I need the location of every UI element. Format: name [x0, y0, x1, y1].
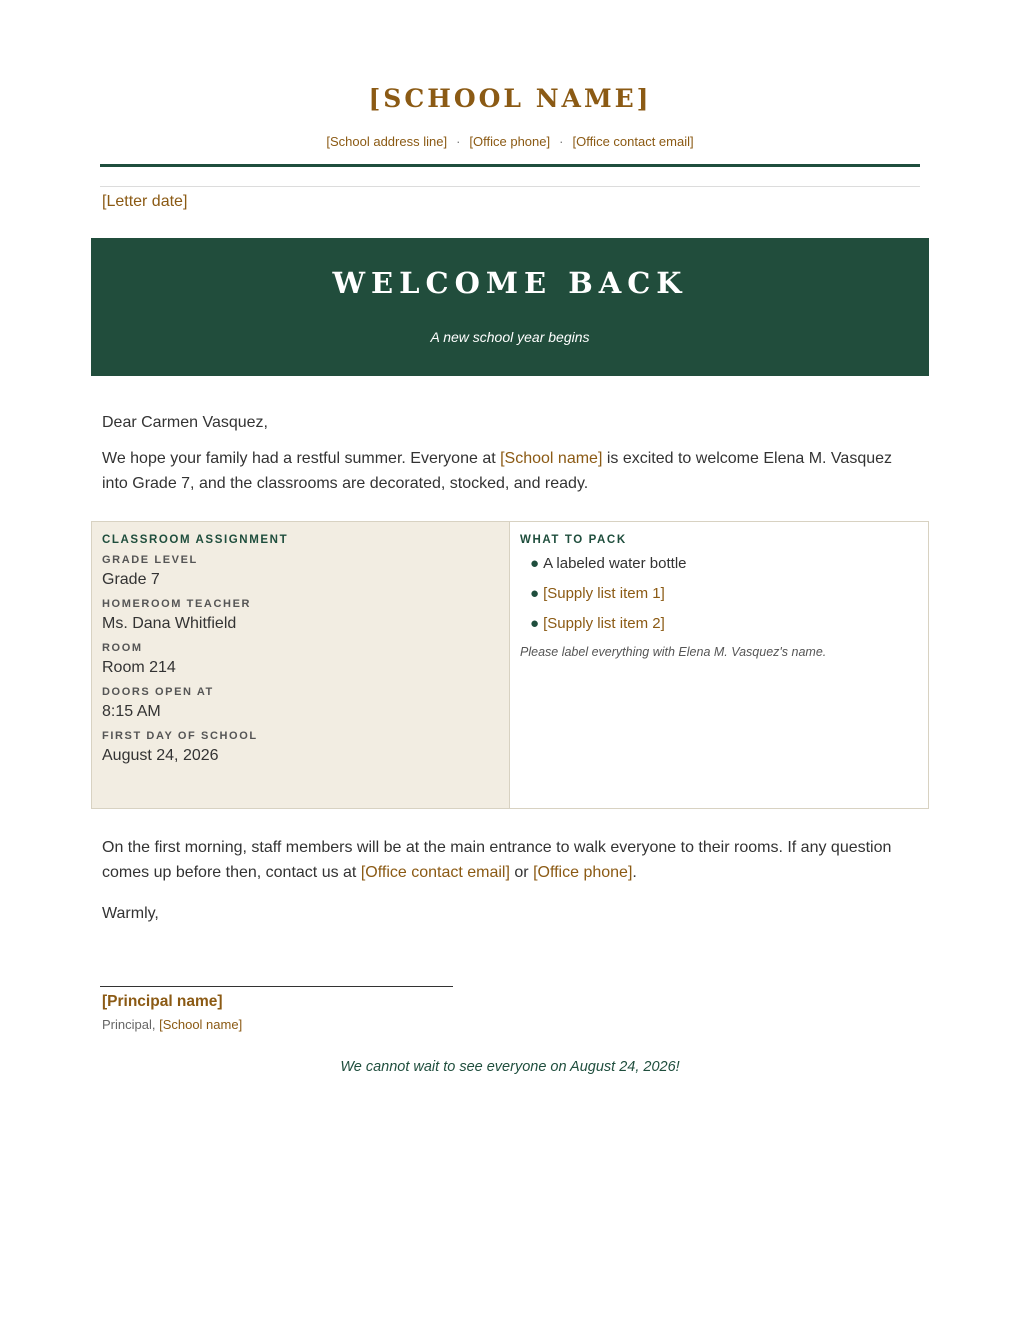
- separator: ·: [559, 134, 564, 149]
- field-label: ROOM: [102, 642, 143, 654]
- field-value: Grade 7: [102, 571, 160, 588]
- date-divider: [100, 186, 920, 187]
- header-divider: [100, 164, 920, 167]
- list-item: [520, 614, 918, 634]
- office-email: [Office contact email]: [572, 134, 694, 149]
- pack-list: [520, 554, 918, 634]
- footer-note: We cannot wait to see everyone on August 24, 2026!: [340, 1059, 680, 1075]
- assignment-title: CLASSROOM ASSIGNMENT: [102, 534, 289, 546]
- closing-text: .: [632, 864, 637, 881]
- intro-text: is excited to welcome Elena M. Vasquez into Grade 7, and the classrooms are decorated, stocked, and ready.: [102, 450, 893, 492]
- what-to-pack-panel: [510, 522, 928, 808]
- bullet-icon: ●: [530, 555, 540, 572]
- pack-title: WHAT TO PACK: [520, 534, 627, 546]
- principal-name: [Principal name]: [102, 993, 223, 1010]
- letterhead: [100, 82, 920, 150]
- bullet-icon: ●: [530, 585, 540, 602]
- signature-line: [100, 986, 453, 987]
- signoff: Warmly,: [102, 905, 159, 922]
- field-value: August 24, 2026: [102, 747, 219, 764]
- email-placeholder: [Office contact email]: [360, 864, 510, 881]
- separator: ·: [456, 134, 461, 149]
- field-label: GRADE LEVEL: [102, 554, 198, 566]
- letter-date: [Letter date]: [102, 193, 188, 210]
- school-address: [School address line]: [326, 134, 448, 149]
- list-item-text: [Supply list item 1]: [543, 585, 665, 602]
- list-item-text: [Supply list item 2]: [543, 615, 665, 632]
- list-item-text: A labeled water bottle: [543, 555, 687, 572]
- field-value: Room 214: [102, 659, 176, 676]
- banner-title: WELCOME BACK: [332, 266, 688, 300]
- intro-text: We hope your family had a restful summer. Everyone at: [102, 450, 501, 467]
- field-value: Ms. Dana Whitfield: [102, 615, 237, 632]
- bullet-icon: ●: [530, 615, 540, 632]
- info-box: [91, 521, 929, 809]
- intro-paragraph: [102, 446, 922, 496]
- list-item: [520, 584, 918, 604]
- field-label: HOMEROOM TEACHER: [102, 598, 252, 610]
- school-name-placeholder: [School name]: [500, 450, 603, 467]
- office-phone: [Office phone]: [469, 134, 551, 149]
- principal-role: Principal,: [102, 1017, 160, 1032]
- pack-note: Please label everything with Elena M. Vasquez's name.: [520, 645, 827, 659]
- school-name: [SCHOOL NAME]: [368, 84, 652, 113]
- banner-subtitle: A new school year begins: [430, 329, 590, 345]
- principal-title: [102, 1016, 242, 1034]
- list-item: [520, 554, 918, 574]
- school-name-placeholder: [School name]: [159, 1017, 243, 1032]
- classroom-assignment-panel: [92, 522, 510, 808]
- phone-placeholder: [Office phone]: [533, 864, 633, 881]
- field-label: DOORS OPEN AT: [102, 686, 214, 698]
- welcome-banner: [91, 238, 929, 376]
- closing-text: or: [509, 864, 534, 881]
- field-label: FIRST DAY OF SCHOOL: [102, 730, 258, 742]
- closing-text: On the first morning, staff members will be at the main entrance to walk everyone to their rooms. If any question comes up before then, contact us at: [102, 839, 892, 881]
- field-value: 8:15 AM: [102, 703, 161, 720]
- contact-line: [100, 134, 920, 150]
- closing-paragraph: [102, 835, 922, 885]
- salutation: Dear Carmen Vasquez,: [102, 414, 268, 431]
